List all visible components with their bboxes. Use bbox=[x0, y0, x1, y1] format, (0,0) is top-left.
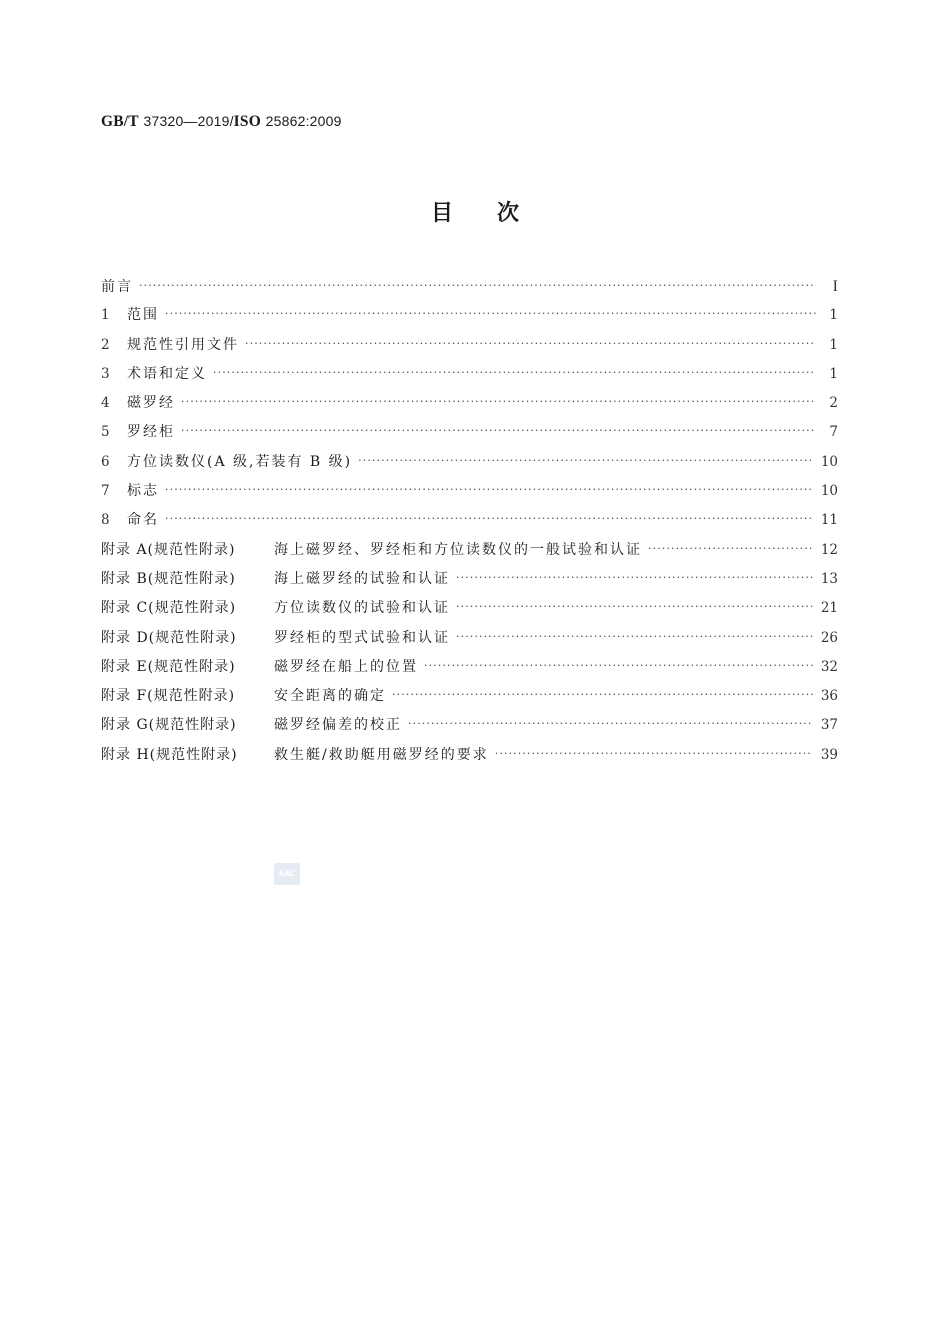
toc-entry[interactable] bbox=[101, 477, 838, 506]
toc-entry-page: 26 bbox=[820, 629, 838, 646]
toc-entry-page: 39 bbox=[820, 746, 838, 763]
sac-watermark-logo: SAC bbox=[274, 863, 300, 885]
toc-entry-page: 1 bbox=[829, 365, 838, 382]
toc-entry-label: 海上磁罗经的试验和认证 bbox=[274, 570, 450, 587]
toc-entry-label: 标志 bbox=[127, 483, 159, 500]
standard-header bbox=[101, 113, 342, 131]
toc-entry-label: 命名 bbox=[127, 512, 159, 529]
toc-entry-number: 3 bbox=[101, 365, 110, 382]
toc-entry[interactable] bbox=[101, 272, 838, 301]
toc-entry-label: 海上磁罗经、罗经柜和方位读数仪的一般试验和认证 bbox=[274, 541, 642, 558]
toc-dot-leader bbox=[165, 299, 816, 328]
toc-entry[interactable] bbox=[101, 565, 838, 594]
toc-entry-label: 安全距离的确定 bbox=[274, 688, 386, 705]
toc-entry-page: I bbox=[832, 278, 838, 295]
toc-dot-leader bbox=[245, 329, 816, 358]
iso-number: 25862:2009 bbox=[265, 113, 342, 129]
toc-entry-appendix: 附录 E(规范性附录) bbox=[101, 658, 236, 675]
toc-entry-label: 磁罗经偏差的校正 bbox=[274, 717, 402, 734]
toc-entry-label: 规范性引用文件 bbox=[127, 336, 239, 353]
toc-entry[interactable] bbox=[101, 536, 838, 565]
toc-dot-leader bbox=[456, 592, 813, 621]
toc-entry-page: 11 bbox=[820, 512, 838, 529]
toc-dot-leader bbox=[358, 446, 813, 475]
toc-entry-label: 罗经柜 bbox=[127, 424, 175, 441]
toc-entry-number: 5 bbox=[101, 424, 110, 441]
toc-entry-page: 2 bbox=[829, 395, 838, 412]
toc-dot-leader bbox=[165, 504, 813, 533]
toc-entry[interactable] bbox=[101, 682, 838, 711]
toc-dot-leader bbox=[495, 739, 813, 768]
toc-entry-appendix: 附录 A(规范性附录) bbox=[101, 541, 236, 558]
toc-entry-page: 7 bbox=[829, 424, 838, 441]
toc-entry-page: 10 bbox=[820, 483, 838, 500]
toc-entry[interactable] bbox=[101, 741, 838, 770]
toc-entry-page: 1 bbox=[829, 307, 838, 324]
toc-dot-leader bbox=[408, 709, 813, 738]
toc-dot-leader bbox=[181, 416, 816, 445]
toc-entry-page: 10 bbox=[820, 453, 838, 470]
toc-entry-number: 8 bbox=[101, 512, 110, 529]
toc-entry-page: 1 bbox=[829, 336, 838, 353]
toc-entry-label: 范围 bbox=[127, 307, 159, 324]
toc-entry[interactable] bbox=[101, 331, 838, 360]
table-of-contents bbox=[101, 272, 838, 770]
toc-entry-appendix: 附录 C(规范性附录) bbox=[101, 600, 237, 617]
toc-entry[interactable] bbox=[101, 301, 838, 330]
toc-entry-label: 方位读数仪(A 级,若装有 B 级) bbox=[127, 453, 353, 470]
toc-dot-leader bbox=[213, 358, 816, 387]
toc-entry-label: 方位读数仪的试验和认证 bbox=[274, 600, 450, 617]
toc-entry[interactable] bbox=[101, 418, 838, 447]
toc-entry-number: 6 bbox=[101, 453, 110, 470]
toc-dot-leader bbox=[456, 622, 813, 651]
toc-entry-number: 1 bbox=[101, 307, 110, 324]
toc-dot-leader bbox=[648, 534, 813, 563]
toc-entry-page: 32 bbox=[820, 658, 838, 675]
toc-entry-number: 2 bbox=[101, 336, 110, 353]
toc-entry[interactable] bbox=[101, 360, 838, 389]
iso-prefix: ISO bbox=[233, 113, 261, 130]
toc-entry-appendix: 附录 G(规范性附录) bbox=[101, 717, 237, 734]
toc-entry-label: 前言 bbox=[101, 279, 133, 295]
page-title: 目次 bbox=[430, 201, 563, 226]
toc-dot-leader bbox=[165, 475, 813, 504]
toc-entry-appendix: 附录 B(规范性附录) bbox=[101, 570, 236, 587]
toc-entry-page: 12 bbox=[820, 541, 838, 558]
toc-entry[interactable] bbox=[101, 653, 838, 682]
toc-dot-leader bbox=[424, 651, 813, 680]
toc-entry-label: 磁罗经 bbox=[127, 395, 175, 412]
toc-entry-label: 术语和定义 bbox=[127, 365, 207, 382]
toc-entry-page: 21 bbox=[820, 600, 838, 617]
toc-entry[interactable] bbox=[101, 448, 838, 477]
toc-entry[interactable] bbox=[101, 624, 838, 653]
standard-prefix: GB/T bbox=[101, 113, 139, 130]
toc-dot-leader bbox=[392, 680, 813, 709]
toc-entry[interactable] bbox=[101, 594, 838, 623]
toc-entry-page: 13 bbox=[820, 570, 838, 587]
toc-entry-label: 磁罗经在船上的位置 bbox=[274, 658, 418, 675]
standard-number: 37320—2019/ bbox=[143, 113, 234, 129]
toc-entry[interactable] bbox=[101, 711, 838, 740]
toc-dot-leader bbox=[139, 271, 816, 300]
toc-entry-number: 7 bbox=[101, 483, 110, 500]
toc-entry-appendix: 附录 F(规范性附录) bbox=[101, 688, 236, 705]
toc-entry-appendix: 附录 H(规范性附录) bbox=[101, 746, 238, 763]
toc-entry-page: 36 bbox=[820, 688, 838, 705]
toc-entry-number: 4 bbox=[101, 395, 110, 412]
toc-entry-label: 救生艇/救助艇用磁罗经的要求 bbox=[274, 746, 489, 763]
toc-entry-label: 罗经柜的型式试验和认证 bbox=[274, 629, 450, 646]
toc-entry[interactable] bbox=[101, 506, 838, 535]
toc-entry-page: 37 bbox=[820, 717, 838, 734]
toc-entry-appendix: 附录 D(规范性附录) bbox=[101, 629, 237, 646]
toc-dot-leader bbox=[181, 387, 816, 416]
toc-entry[interactable] bbox=[101, 389, 838, 418]
toc-dot-leader bbox=[456, 563, 813, 592]
